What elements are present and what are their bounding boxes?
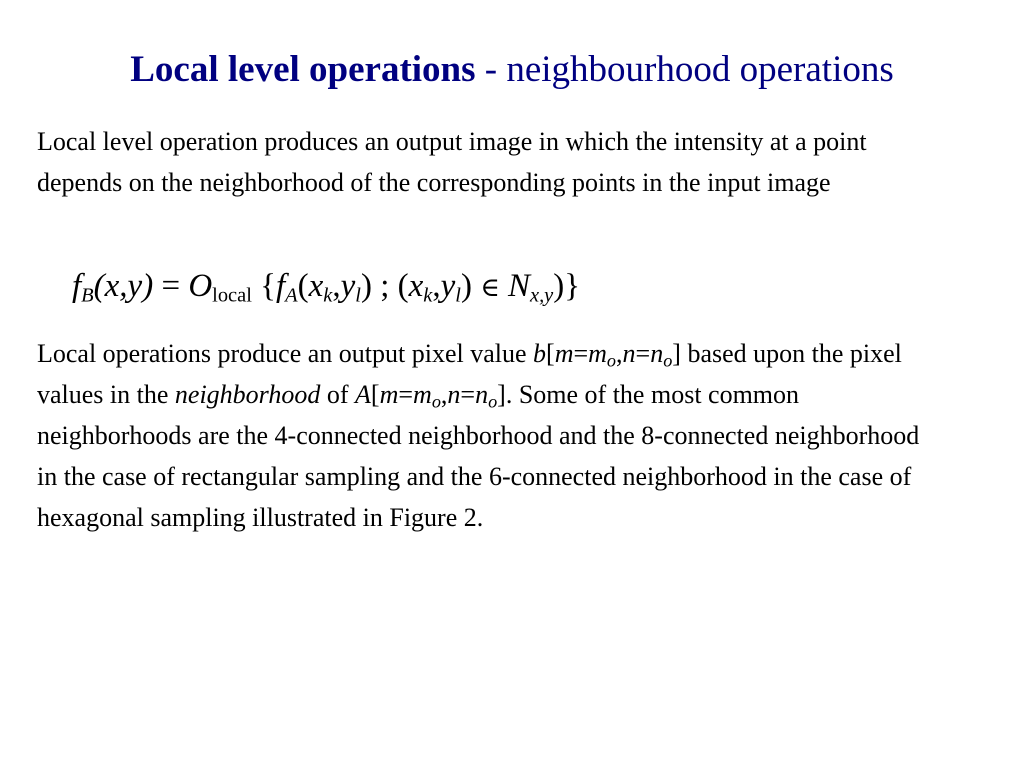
formula-sub-k2: k bbox=[423, 284, 433, 307]
p2-n: n bbox=[447, 380, 461, 409]
p2-sub-o: o bbox=[606, 350, 617, 371]
formula-sub-l: l bbox=[355, 284, 361, 307]
p2-m: m bbox=[554, 339, 574, 368]
formula-equals: = bbox=[153, 268, 189, 304]
formula-comma: , bbox=[332, 268, 341, 304]
formula-comma2: , bbox=[432, 268, 441, 304]
p2-sub-o: o bbox=[488, 391, 498, 412]
p2-text: = bbox=[635, 339, 651, 368]
p2-b: b bbox=[533, 339, 547, 368]
p2-text: of bbox=[320, 380, 356, 409]
formula-open-brace: { bbox=[251, 268, 276, 304]
formula-y2: y bbox=[440, 268, 456, 304]
formula-paren-open: ( bbox=[297, 268, 309, 304]
p2-n: n bbox=[475, 380, 489, 409]
formula-o: O bbox=[188, 268, 213, 304]
p2-text: ]. Some of the most common neighborhoods are the 4-connected neighborhood and the 8-connected neighborhood in the case of rectangular sampling and the 6-connected neighborhood in the case of hexagonal sampling illustrated in Figure 2. bbox=[37, 380, 920, 532]
formula-separator: ) ; ( bbox=[360, 268, 409, 304]
formula-paren-close: ) bbox=[460, 268, 481, 304]
p2-sub-o: o bbox=[663, 350, 673, 371]
p2-text: , bbox=[440, 380, 448, 409]
formula-sub-l2: l bbox=[455, 284, 461, 307]
p2-text: = bbox=[460, 380, 476, 409]
formula-sub-xy: x,y bbox=[530, 284, 554, 307]
slide-title bbox=[0, 48, 1024, 92]
local-operation-formula bbox=[72, 262, 580, 312]
p2-n: n bbox=[650, 339, 664, 368]
element-of-icon: ∈ bbox=[480, 272, 500, 303]
formula-close: )} bbox=[553, 268, 581, 304]
formula-f: f bbox=[72, 268, 82, 304]
p2-m: m bbox=[413, 380, 432, 409]
p2-m: m bbox=[588, 339, 607, 368]
p2-text: [ bbox=[546, 339, 555, 368]
slide-title-rest: - neighbourhood operations bbox=[475, 49, 894, 90]
p2-a: A bbox=[355, 380, 371, 409]
neighborhood-paragraph bbox=[37, 333, 937, 538]
formula-f2: f bbox=[275, 268, 286, 304]
formula-xy: (x,y) bbox=[93, 268, 154, 304]
formula-sub-k: k bbox=[323, 284, 333, 307]
p2-text: [ bbox=[370, 380, 380, 409]
slide-title-bold: Local level operations bbox=[130, 49, 476, 90]
formula-y: y bbox=[340, 268, 356, 304]
formula-sub-local: local bbox=[212, 284, 252, 307]
formula-sub-b: B bbox=[81, 284, 94, 307]
formula-n: N bbox=[499, 268, 530, 304]
p2-m: m bbox=[379, 380, 399, 409]
formula-sub-a: A bbox=[285, 284, 298, 307]
formula-x: x bbox=[308, 268, 324, 304]
p2-text: = bbox=[398, 380, 414, 409]
p2-neighborhood-italic: neighborhood bbox=[174, 380, 321, 409]
p2-text: Local operations produce an output pixel value bbox=[37, 339, 534, 368]
p2-n: n bbox=[622, 339, 636, 368]
p2-text: = bbox=[573, 339, 589, 368]
p2-sub-o: o bbox=[431, 391, 441, 412]
intro-paragraph: Local level operation produces an output image in which the intensity at a point depends on the neighborhood of the corresponding points in the input image bbox=[37, 127, 867, 197]
p2-text: , bbox=[616, 339, 623, 368]
p2-text: ] based upon the pixel values in the bbox=[37, 339, 902, 409]
formula-x2: x bbox=[408, 268, 424, 304]
